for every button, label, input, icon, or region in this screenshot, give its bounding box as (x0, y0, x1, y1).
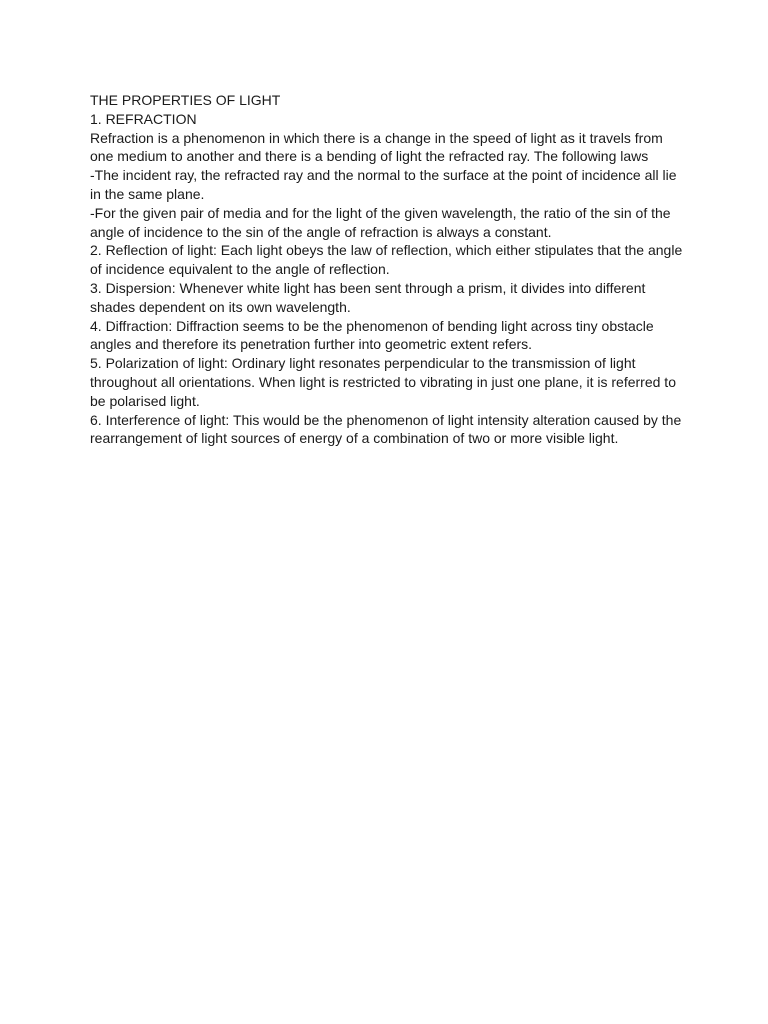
document-line: 2. Reflection of light: Each light obeys the law of reflection, which either stipulates that the angle (90, 242, 683, 259)
document-line: throughout all orientations. When light is restricted to vibrating in just one plane, it is referred to (90, 373, 676, 390)
document-line: 4. Diffraction: Diffraction seems to be the phenomenon of bending light across tiny obstacle (90, 317, 654, 334)
document-line: angles and therefore its penetration further into geometric extent refers. (90, 336, 533, 353)
document-title: THE PROPERTIES OF LIGHT (90, 92, 281, 108)
document-line: be polarised light. (90, 392, 200, 409)
document-line: in the same plane. (90, 185, 205, 202)
document-line: 3. Dispersion: Whenever white light has been sent through a prism, it divides into different (90, 279, 646, 296)
document-body (90, 91, 690, 448)
document-line: 5. Polarization of light: Ordinary light resonates perpendicular to the transmission of light (90, 355, 636, 372)
document-line: one medium to another and there is a bending of light the refracted ray. The following laws (90, 148, 649, 165)
document-line: Refraction is a phenomenon in which there is a change in the speed of light as it travels from (90, 129, 663, 146)
document-line: 1. REFRACTION (90, 110, 197, 127)
document-line: -The incident ray, the refracted ray and the normal to the surface at the point of incidence all lie (90, 167, 677, 184)
document-line: rearrangement of light sources of energy of a combination of two or more visible light. (90, 430, 619, 447)
document-line: 6. Interference of light: This would be the phenomenon of light intensity alteration caused by the (90, 411, 682, 428)
document-line: angle of incidence to the sin of the angle of refraction is always a constant. (90, 223, 552, 240)
document-line: -For the given pair of media and for the light of the given wavelength, the ratio of the sin of the (90, 204, 671, 221)
document-line: of incidence equivalent to the angle of reflection. (90, 261, 390, 278)
document-line: shades dependent on its own wavelength. (90, 298, 351, 315)
